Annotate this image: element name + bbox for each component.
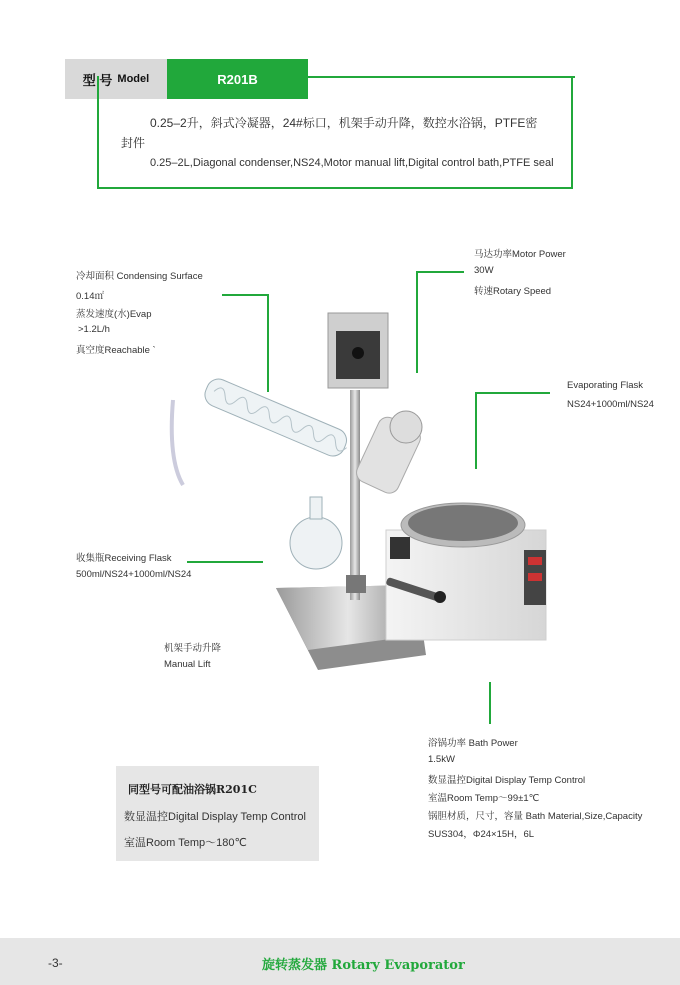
callout-bath-material-value: SUS304，Φ24×15H，6L: [428, 829, 535, 840]
callout-manual-lift-zh: 机架手动升降: [164, 643, 222, 654]
callout-vacuum: 真空度Reachable `: [76, 345, 156, 356]
oil-bath-temp-control: 数显温控Digital Display Temp Control: [124, 811, 306, 823]
callout-condensing-surface: 冷却面积 Condensing Surface: [76, 271, 203, 282]
callout-receiving-flask: 收集瓶Receiving Flask: [76, 553, 172, 564]
page-footer: [0, 938, 680, 985]
callout-bath-material: 锅胆材质，尺寸，容量 Bath Material,Size,Capacity: [428, 811, 643, 822]
callout-motor-power: 马达功率Motor Power: [474, 249, 566, 260]
callout-line-bath: [489, 682, 491, 724]
oil-bath-option-box: [116, 766, 319, 861]
spec-text-zh: 0.25–2升，斜式冷凝器，24#标口，机架手动升降，数控水浴锅，PTFE密: [150, 116, 538, 130]
callout-evap-rate-value: >1.2L/h: [78, 324, 110, 335]
oil-bath-title: 同型号可配油浴锅R201C: [128, 783, 257, 796]
callout-receiving-flask-value: 500ml/NS24+1000ml/NS24: [76, 569, 192, 580]
oil-bath-temp-range: 室温Room Temp～180℃: [124, 837, 247, 849]
callout-line-receiving: [187, 561, 263, 563]
callout-evap-flask: Evaporating Flask: [567, 380, 644, 391]
model-label-en: Model: [117, 73, 150, 85]
callout-bath-temp-range: 室温Room Temp～99±1℃: [428, 793, 540, 804]
callout-manual-lift-en: Manual Lift: [164, 659, 211, 670]
callout-evap-rate: 蒸发速度(水)Evap: [76, 309, 152, 320]
model-label-zh: 型 号: [82, 72, 113, 88]
callout-evap-flask-value: NS24+1000ml/NS24: [567, 399, 654, 410]
callout-bath-temp-control: 数显温控Digital Display Temp Control: [428, 775, 586, 786]
page-number: -3-: [48, 956, 63, 970]
spec-text-en: 0.25–2L,Diagonal condenser,NS24,Motor manual lift,Digital control bath,PTFE seal: [150, 157, 554, 169]
callout-line-motor-h: [416, 271, 464, 273]
spec-text-zh-cont: 封件: [121, 136, 146, 150]
callout-line-condensing-h: [222, 294, 269, 296]
callout-bath-power-value: 1.5kW: [428, 754, 455, 765]
callout-bath-power: 浴锅功率 Bath Power: [428, 738, 518, 749]
callout-motor-power-value: 30W: [474, 265, 494, 276]
callout-condensing-value: 0.14㎡: [76, 291, 104, 302]
callout-rotary-speed: 转速Rotary Speed: [474, 286, 552, 297]
model-value: R201B: [167, 59, 308, 99]
footer-title: 旋转蒸发器 Rotary Evaporator: [262, 958, 465, 973]
rotary-evaporator-image: [158, 305, 558, 675]
